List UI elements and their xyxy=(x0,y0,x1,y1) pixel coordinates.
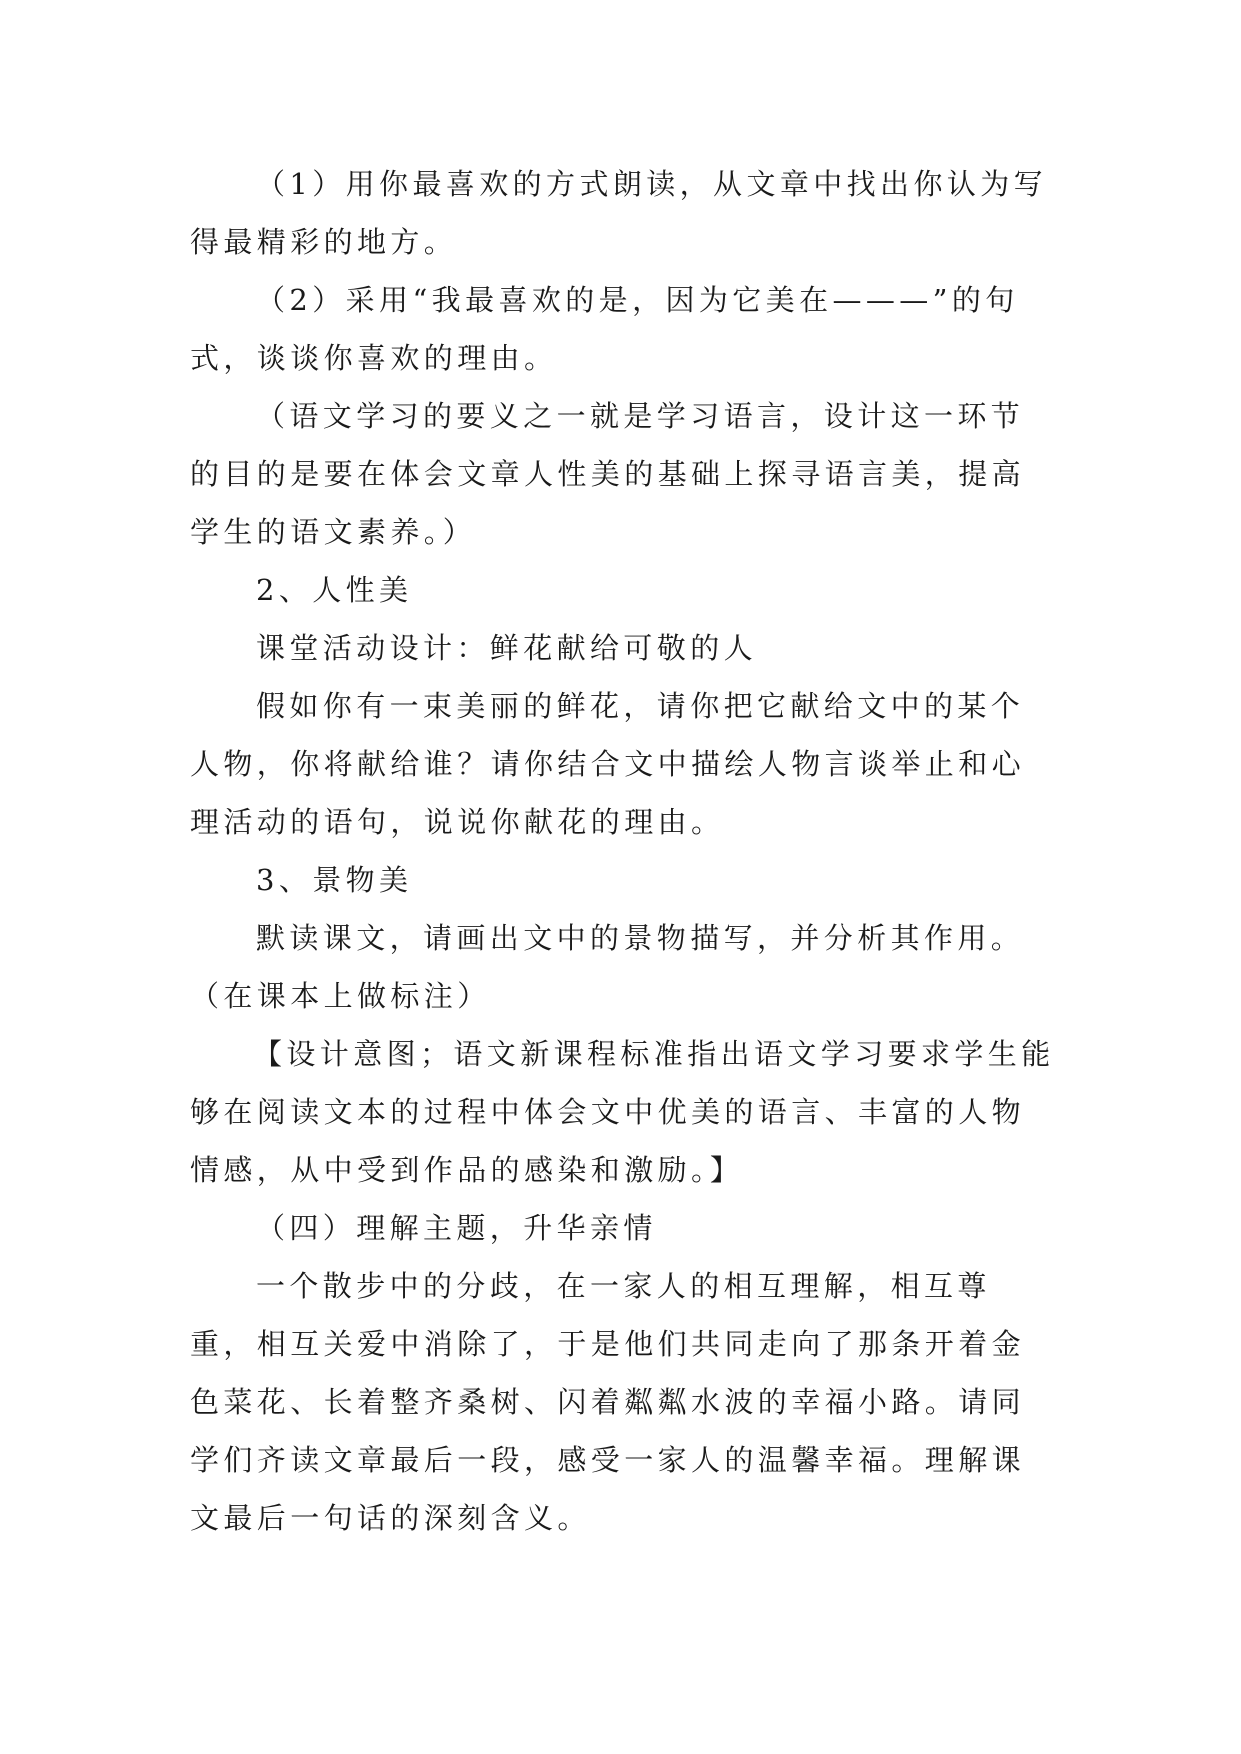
paragraph-design-intent: 【设计意图；语文新课程标准指出语文学习要求学生能够在阅读文本的过程中体会文中优美的语言、丰富的人物情感，从中受到作品的感染和激励。】 xyxy=(190,1037,1055,1187)
paragraph-theme-summary: 一个散步中的分歧，在一家人的相互理解，相互尊重，相互关爱中消除了，于是他们共同走向了那条开着金色菜花、长着整齐桑树、闪着粼粼水波的幸福小路。请同学们齐读文章最后一段，感受一家人的温馨幸福。理解课文最后一句话的深刻含义。 xyxy=(190,1269,1026,1535)
section-heading-scenery-beauty: 3、景物美 xyxy=(256,863,413,897)
paragraph-activity-title: 课堂活动设计：鲜花献给可敬的人 xyxy=(256,631,758,665)
document-body xyxy=(190,155,1056,1547)
paragraph-reading-task-2: （2）采用“我最喜欢的是，因为它美在———”的句式，谈谈你喜欢的理由。 xyxy=(190,283,1019,375)
paragraph-design-note: （语文学习的要义之一就是学习语言，设计这一环节的目的是要在体会文章人性美的基础上探寻语言美，提高学生的语文素养。） xyxy=(190,399,1026,549)
section-heading-theme: （四）理解主题，升华亲情 xyxy=(256,1211,657,1245)
paragraph-scenery-task: 默读课文，请画出文中的景物描写，并分析其作用。（在课本上做标注） xyxy=(190,921,1025,1013)
paragraph-flower-activity: 假如你有一束美丽的鲜花，请你把它献给文中的某个人物，你将献给谁？请你结合文中描绘人物言谈举止和心理活动的语句，说说你献花的理由。 xyxy=(190,689,1026,839)
paragraph-reading-task-1: （1）用你最喜欢的方式朗读，从文章中找出你认为写得最精彩的地方。 xyxy=(190,167,1048,259)
section-heading-human-beauty: 2、人性美 xyxy=(256,573,413,607)
